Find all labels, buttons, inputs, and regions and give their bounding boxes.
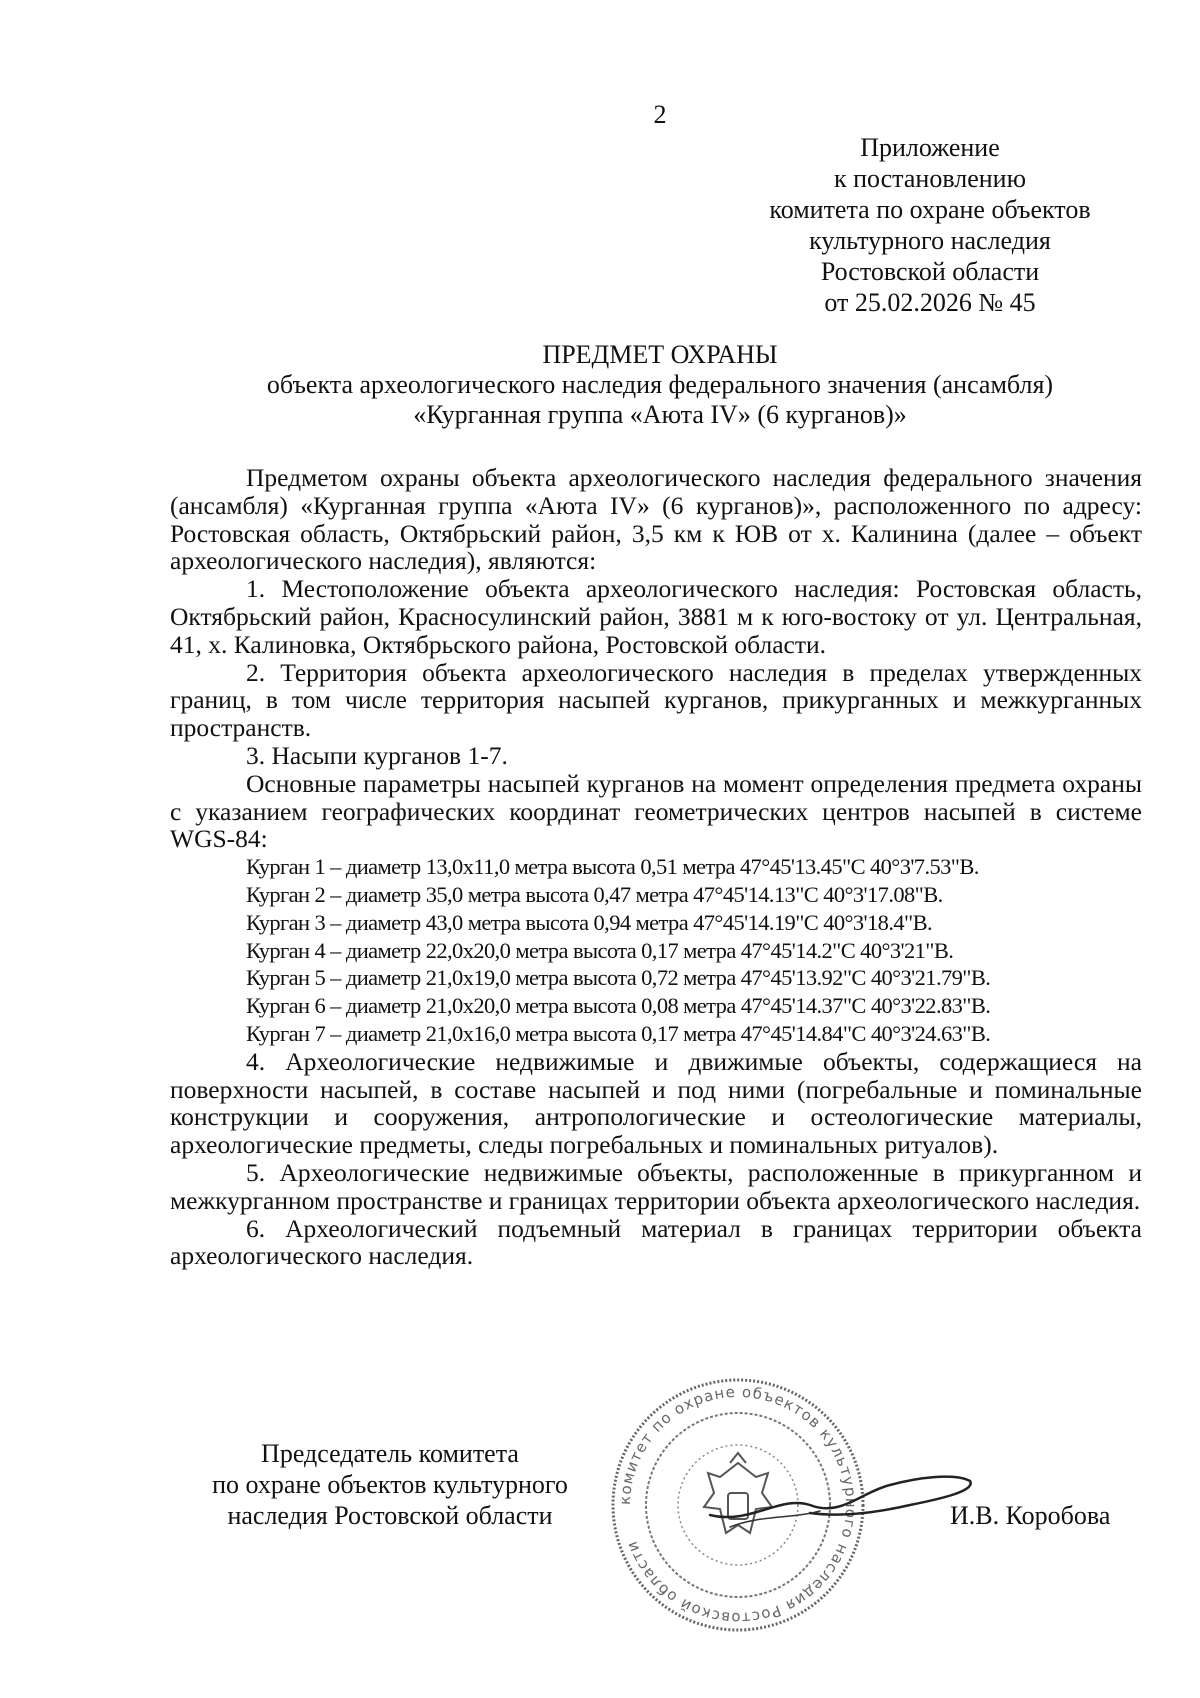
document-body: [170, 464, 1142, 1270]
kurgan-item: Курган 6 – диаметр 21,0х20,0 метра высота 0,08 метра 47°45'14.37"С 40°3'22.83"В.: [246, 993, 991, 1019]
handwritten-signature: [690, 1455, 980, 1545]
document-title: ПРЕДМЕТ ОХРАНЫ: [542, 340, 778, 369]
kurgan-item: Курган 2 – диаметр 35,0 метра высота 0,47 метра 47°45'14.13"С 40°3'17.08"В.: [246, 881, 943, 907]
list-item-3: 3. Насыпи курганов 1-7.: [246, 740, 508, 770]
appendix-line: комитета по охране объектов: [769, 195, 1091, 224]
appendix-line: к постановлению: [833, 164, 1027, 193]
document-subtitle: объекта археологического наследия федерального значения (ансамбля): [266, 370, 1054, 399]
kurgan-item: Курган 5 – диаметр 21,0х19,0 метра высота 0,72 метра 47°45'13.92"С 40°3'21.79"В.: [246, 965, 991, 991]
appendix-line: Приложение: [860, 133, 1000, 162]
intro-paragraph: Предметом охраны объекта археологического наследия федерального значения (ансамбля) «Курганная группа «Аюта IV» (6 курганов)», расположенного по адресу: Ростовская область, Октябрьский район, 3,5 км к ЮВ от х. Калинина (далее – объект археологического наследия), являются:: [170, 463, 1142, 576]
params-paragraph: Основные параметры насыпей курганов на момент определения предмета охраны с указанием географических координат геометрических центров насыпей в системе WGS-84:: [170, 768, 1142, 854]
appendix-block: [760, 132, 1100, 318]
list-item-5: 5. Археологические недвижимые объекты, расположенные в прикурганном и межкурганном пространстве и границах территории объекта археологического наследия.: [170, 1157, 1142, 1215]
list-item-6: 6. Археологический подъемный материал в границах территории объекта археологического наследия.: [170, 1213, 1142, 1271]
appendix-line: Ростовской области: [820, 257, 1040, 286]
kurgan-item: Курган 4 – диаметр 22,0х20,0 метра высота 0,17 метра 47°45'14.2"С 40°3'21"В.: [246, 937, 954, 963]
appendix-line: от 25.02.2026 № 45: [824, 288, 1036, 317]
document-heading: [170, 340, 1150, 430]
page-number: 2: [653, 100, 667, 129]
signature-title-line: наследия Ростовской области: [227, 1501, 553, 1530]
list-item-1: 1. Местоположение объекта археологического наследия: Ростовская область, Октябрьский район, Красносулинский район, 3881 м к юго-востоку от ул. Центральная, 41, х. Калиновка, Октябрьского района, Ростовской области.: [170, 574, 1142, 659]
signature-title-line: по охране объектов культурного: [212, 1470, 568, 1499]
kurgan-item: Курган 3 – диаметр 43,0 метра высота 0,94 метра 47°45'14.19"С 40°3'18.4"В.: [246, 909, 933, 935]
document-subtitle: «Курганная группа «Аюта IV» (6 курганов)»: [413, 400, 907, 429]
signature-title: [170, 1438, 610, 1531]
signer-name: И.В. Коробова: [950, 1501, 1111, 1530]
kurgan-item: Курган 7 – диаметр 21,0х16,0 метра высота 0,17 метра 47°45'14.84"С 40°3'24.63"В.: [246, 1020, 991, 1046]
seal-text: комитет по охране объектов культурного наследия Ростовской области: [615, 1382, 861, 1628]
list-item-2: 2. Территория объекта археологического наследия в пределах утвержденных границ, в том числе территория насыпей курганов, прикурганных и межкурганных пространств.: [170, 657, 1142, 743]
kurgan-item: Курган 1 – диаметр 13,0х11,0 метра высота 0,51 метра 47°45'13.45"С 40°3'7.53"В.: [246, 854, 979, 880]
signature-title-line: Председатель комитета: [261, 1439, 519, 1468]
list-item-4: 4. Археологические недвижимые и движимые объекты, содержащиеся на поверхности насыпей, в составе насыпей и под ними (погребальные и поминальные конструкции и сооружения, антропологические и остеологические материалы, археологические предметы, следы погребальных и поминальных ритуалов).: [170, 1046, 1142, 1160]
kurgan-list: [170, 853, 1142, 1048]
appendix-line: культурного наследия: [809, 226, 1051, 255]
